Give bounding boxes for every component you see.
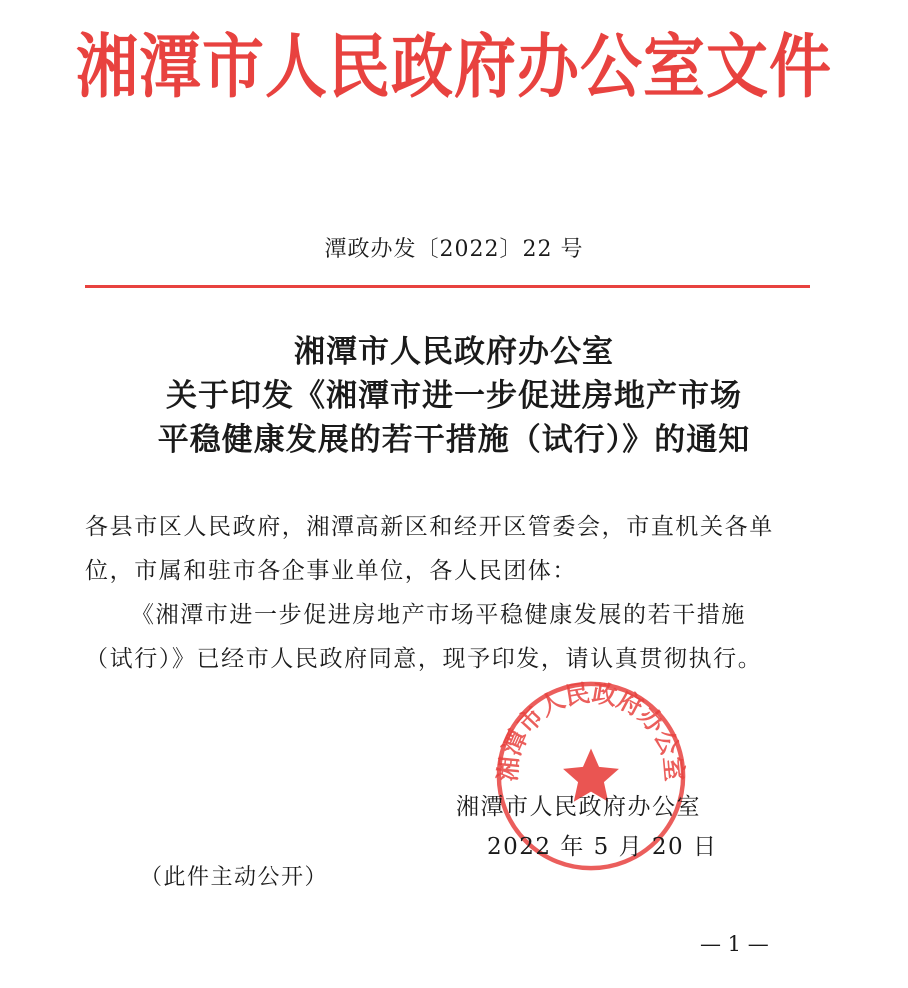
page-number: — 1 — [700,932,769,956]
signature-organization: 湘潭市人民政府办公室 [456,794,701,820]
seal-text: 湘潭市人民政府办公室 [493,678,689,783]
signature-date: 2022 年 5 月 20 日 [487,834,718,860]
document-masthead: 湘潭市人民政府办公室文件 [75,25,832,108]
document-number: 潭政办发〔2022〕22 号 [324,237,584,262]
red-divider-line [85,285,810,288]
title-line-1: 湘潭市人民政府办公室 [294,334,614,370]
title-line-2: 关于印发《湘潭市进一步促进房地产市场 [166,378,742,414]
recipients-line-1: 各县市区人民政府，湘潭高新区和经开区管委会，市直机关各单 [85,514,774,540]
paragraph-line-1: 《湘潭市进一步促进房地产市场平稳健康发展的若干措施 [131,602,746,628]
title-line-3: 平稳健康发展的若干措施（试行）》的通知 [157,422,751,458]
document-title [0,330,908,462]
paragraph-line-2: （试行）》已经市人民政府同意，现予印发，请认真贯彻执行。 [85,646,763,672]
recipients-line-2: 位，市属和驻市各企事业单位，各人民团体： [85,558,577,584]
document-body [85,505,813,681]
disclosure-note: （此件主动公开） [140,865,329,890]
